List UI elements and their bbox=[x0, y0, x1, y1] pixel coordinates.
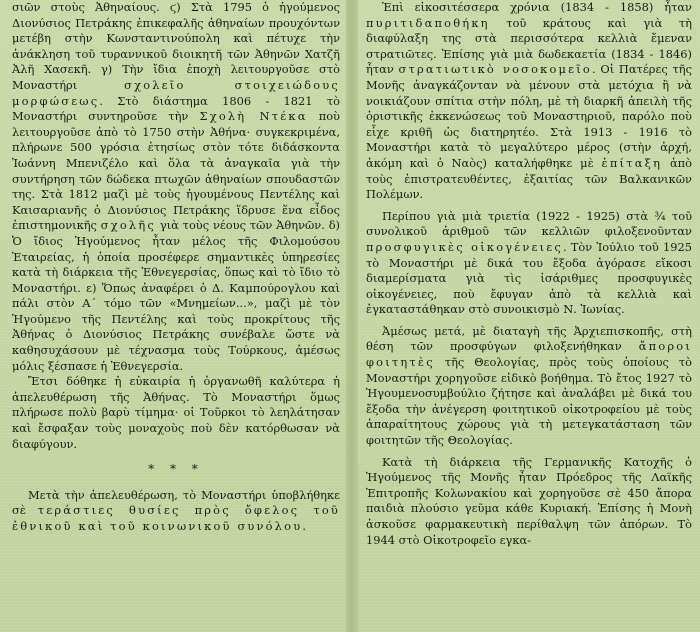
spaced-text: ἄποροι φοιτητὲς bbox=[366, 339, 692, 370]
text-run: τοῦ κράτους καὶ γιὰ τὴ διαφύλαξη της στὰ περισσότερα κελλιὰ ἔμεναν στρατιῶτες. Ἐπίσης γιὰ μιὰ δωδεκαετία (1834 - 1846) ἦταν bbox=[366, 15, 692, 77]
text-run: τῆς Θεολογίας, πρὸς τοὺς ὁποίους τὸ Μοναστήρι χορηγοῦσε εἰδικὸ βοήθημα. Τὸ ἔτος 1927 τὸ Ἡγουμενοσυμβούλιο ζήτησε καὶ ἀναλάβει μὲ δικά του ἔξοδα τὴν ἀνέγερση φοιτητικοῦ οἰκοτροφείου μὲ τοὺς ἀπαραίτητους χώρους γιὰ τὴ μετεγκατάσταση τῶν φοιτητῶν τῆς Θεολογίας. bbox=[366, 355, 692, 448]
left-paragraph-2: Ἔτσι δόθηκε ἡ εὐκαιρία ἡ ὀργανωθῆ καλύτερα ἡ ἀπελευθέρωση τῆς Ἀθήνας. Τὸ Μοναστήρι ὅμως πλήρωσε πολὺ βαρὺ τίμημα· οἱ Τοῦρκοι τὸ λεηλάτησαν καὶ ἔσφαξαν τοὺς μοναχοὺς ποὺ δὲν κατόρθωσαν νὰ διαφύγουν. bbox=[12, 374, 340, 451]
text-run: Μετὰ τὴν ἀπελευθέρωση, τὸ Μοναστήρι ὑποβλήθηκε σὲ bbox=[12, 487, 340, 518]
right-paragraph-3 bbox=[366, 324, 692, 449]
left-paragraph-3 bbox=[12, 488, 340, 535]
right-paragraph-2 bbox=[366, 209, 692, 318]
text-run: . Οἱ Πατέρες τῆς Μονῆς ἀναγκάζονταν νὰ μένουν στὰ μετόχια ἢ νὰ νοικιάζουν σπίτια στὴν πόλη, μὲ τὴ διαρκῆ ἀπειλὴ τῆς ὁριστικῆς ἐκκενώσεως τοῦ Μοναστηριοῦ, παρόλο ποὺ εἶχε κριθῆ ὡς διατηρητέο. Στὰ 1913 - 1916 τὸ Μοναστήρι κατὰ τὸ μεγαλύτερο μέρος (στὴν ἀρχή, ἀκόμη καὶ ὁ Ναὸς) καταλήφθηκε μὲ bbox=[366, 62, 692, 170]
text-run: Ἀμέσως μετά, μὲ διαταγὴ τῆς Ἀρχιεπισκοπῆς, στὴ θέση τῶν προσφύγων φιλοξενήθηκαν bbox=[366, 323, 692, 354]
text-run: ποὺ λειτουργοῦσε ἀπὸ τὸ 1750 στὴν Ἀθήνα· συγκεκριμένα, πλήρωνε 500 γρόσια ἐτησίως στὸν τότε διδάσκοντα Ἰωάννη Μπενιζέλο καὶ ὅλα τὰ ἀναγκαῖα γιὰ τὴν συντήρηση τῶν δώδεκα πτωχῶν ἀθηναίων σπουδαστῶν της. Στὰ 1812 μαζὶ μὲ τοὺς ἡγουμένους Πεντέλης καὶ Καισαριανῆς ὁ Διονύσιος Πετράκης ἵδρυσε ἕνα εἶδος ἐπιστημονικῆς bbox=[12, 109, 340, 233]
spaced-text: πυριτιδαποθήκη bbox=[366, 15, 490, 30]
text-run: γιὰ τοὺς νέους τῶν Ἀθηνῶν. δ) Ὁ ἴδιος Ἡγούμενος ἦταν μέλος τῆς Φιλομούσου Ἑταιρείας, ἡ ὁποία προσέφερε σημαντικὲς ὑπηρεσίες κατὰ τὴ διάρκεια τῆς Ἐθνεγερσίας, ὅπως καὶ τὸ ἴδιο τὸ Μοναστήρι. ε) Ὅπως ἀναφέρει ὁ Δ. Καμπούρογλου καὶ πάλι στὸν Α΄ τόμο τῶν «Μνημείων...», μαζὶ μὲ τὸν Ἡγούμενο τῆς Πεντέλης καὶ τοὺς προκρίτους τῆς Ἀθήνας ὁ Διονύσιος Πετράκης συνέβαλε ὥστε νὰ καθησυχάσουν μὲ τέχνασμα τοὺς Τούρκους, ἀμέσως μόλις ξέσπασε ἡ Ἐθνεγερσία. bbox=[12, 218, 340, 373]
text-run: . Στὸ διάστημα 1806 - 1821 τὸ Μοναστήρι συντηροῦσε τὴν bbox=[12, 93, 340, 124]
spaced-text: στρατιωτικὸ νοσοκομεῖο bbox=[398, 62, 592, 77]
right-paragraph-1 bbox=[366, 0, 692, 203]
text-run: . Τὸν Ἰούλιο τοῦ 1925 τὸ Μοναστήρι μὲ δικά του ἔξοδα ἀγόρασε εἴκοσι διαμερίσματα γιὰ τὶς ἰσάριθμες προσφυγικὲς οἰκογένειες, ποὺ ἔφυγαν ἀπὸ τὰ κελλιὰ καὶ ἐγκαταστάθηκαν στὸ συνοικισμὸ Ν. Ἰωνίας. bbox=[366, 239, 692, 317]
spaced-text: σχολεῖο στοιχειώδους μορφώσεως bbox=[12, 77, 340, 108]
section-separator: * * * bbox=[148, 462, 204, 477]
right-column bbox=[366, 0, 692, 548]
page-fold bbox=[346, 0, 358, 632]
spaced-text: Σχολὴ Ντέκα bbox=[199, 109, 308, 124]
spaced-text: τεράστιες θυσίες πρὸς ὄφελος τοῦ ἐθνικοῦ καὶ τοῦ κοινωνικοῦ συνόλου bbox=[12, 503, 340, 533]
spaced-text: σχολῆς bbox=[100, 218, 156, 233]
spaced-text: ἐπίταξη bbox=[601, 155, 663, 170]
text-run: . bbox=[302, 519, 306, 533]
spaced-text: προσφυγικὲς οἰκογένειες bbox=[366, 239, 563, 254]
left-paragraph-1 bbox=[12, 0, 340, 374]
text-run: Περίπου γιὰ μιὰ τριετία (1922 - 1925) στὰ ¾ τοῦ συνολικοῦ ἀριθμοῦ τῶν κελλιῶν φιλοξενοῦνταν bbox=[366, 208, 692, 239]
left-column bbox=[12, 0, 340, 535]
text-run: Ἐπὶ εἰκοσιτέσσερα χρόνια (1834 - 1858) ἦταν bbox=[382, 0, 692, 14]
right-paragraph-4: Κατὰ τὴ διάρκεια τῆς Γερμανικῆς Κατοχῆς ὁ Ἡγούμενος τῆς Μονῆς ἦταν Πρόεδρος τῆς Λαϊκῆς Ἐπιτροπῆς Κολωνακίου καὶ χορηγοῦσε σὲ 450 ἄπορα παιδιὰ πλούσιο γεῦμα κάθε Κυριακή. Ἐπίσης ἡ Μονὴ ἀσκοῦσε φαρμακευτικὴ περίθαλψη τῶν ἀπόρων. Τὸ 1944 στὸ Οἰκοτροφεῖο εγκα- bbox=[366, 454, 692, 547]
text-run: σιῶν στοὺς Ἀθηναίους. ϛ) Στὰ 1795 ὁ ἡγούμενος Διονύσιος Πετράκης ἐπικεφαλῆς ἀθηναίων προυχόντων μετέβη στὴν Κωνσταντινούπολη καὶ πέτυχε τὴν ἀνάκληση τοῦ τυραννικοῦ διοικητῆ τῶν Ἀθηνῶν Χατζῆ Ἀλῆ Χασεκῆ. γ) Τὴν ἴδια ἐποχὴ λειτουργοῦσε στὸ Μοναστήρι bbox=[12, 0, 340, 92]
text-run: ἀπὸ τοὺς ἐπιστρατευθέντες, ἐξαιτίας τῶν Βαλκανικῶν Πολέμων. bbox=[366, 155, 692, 202]
